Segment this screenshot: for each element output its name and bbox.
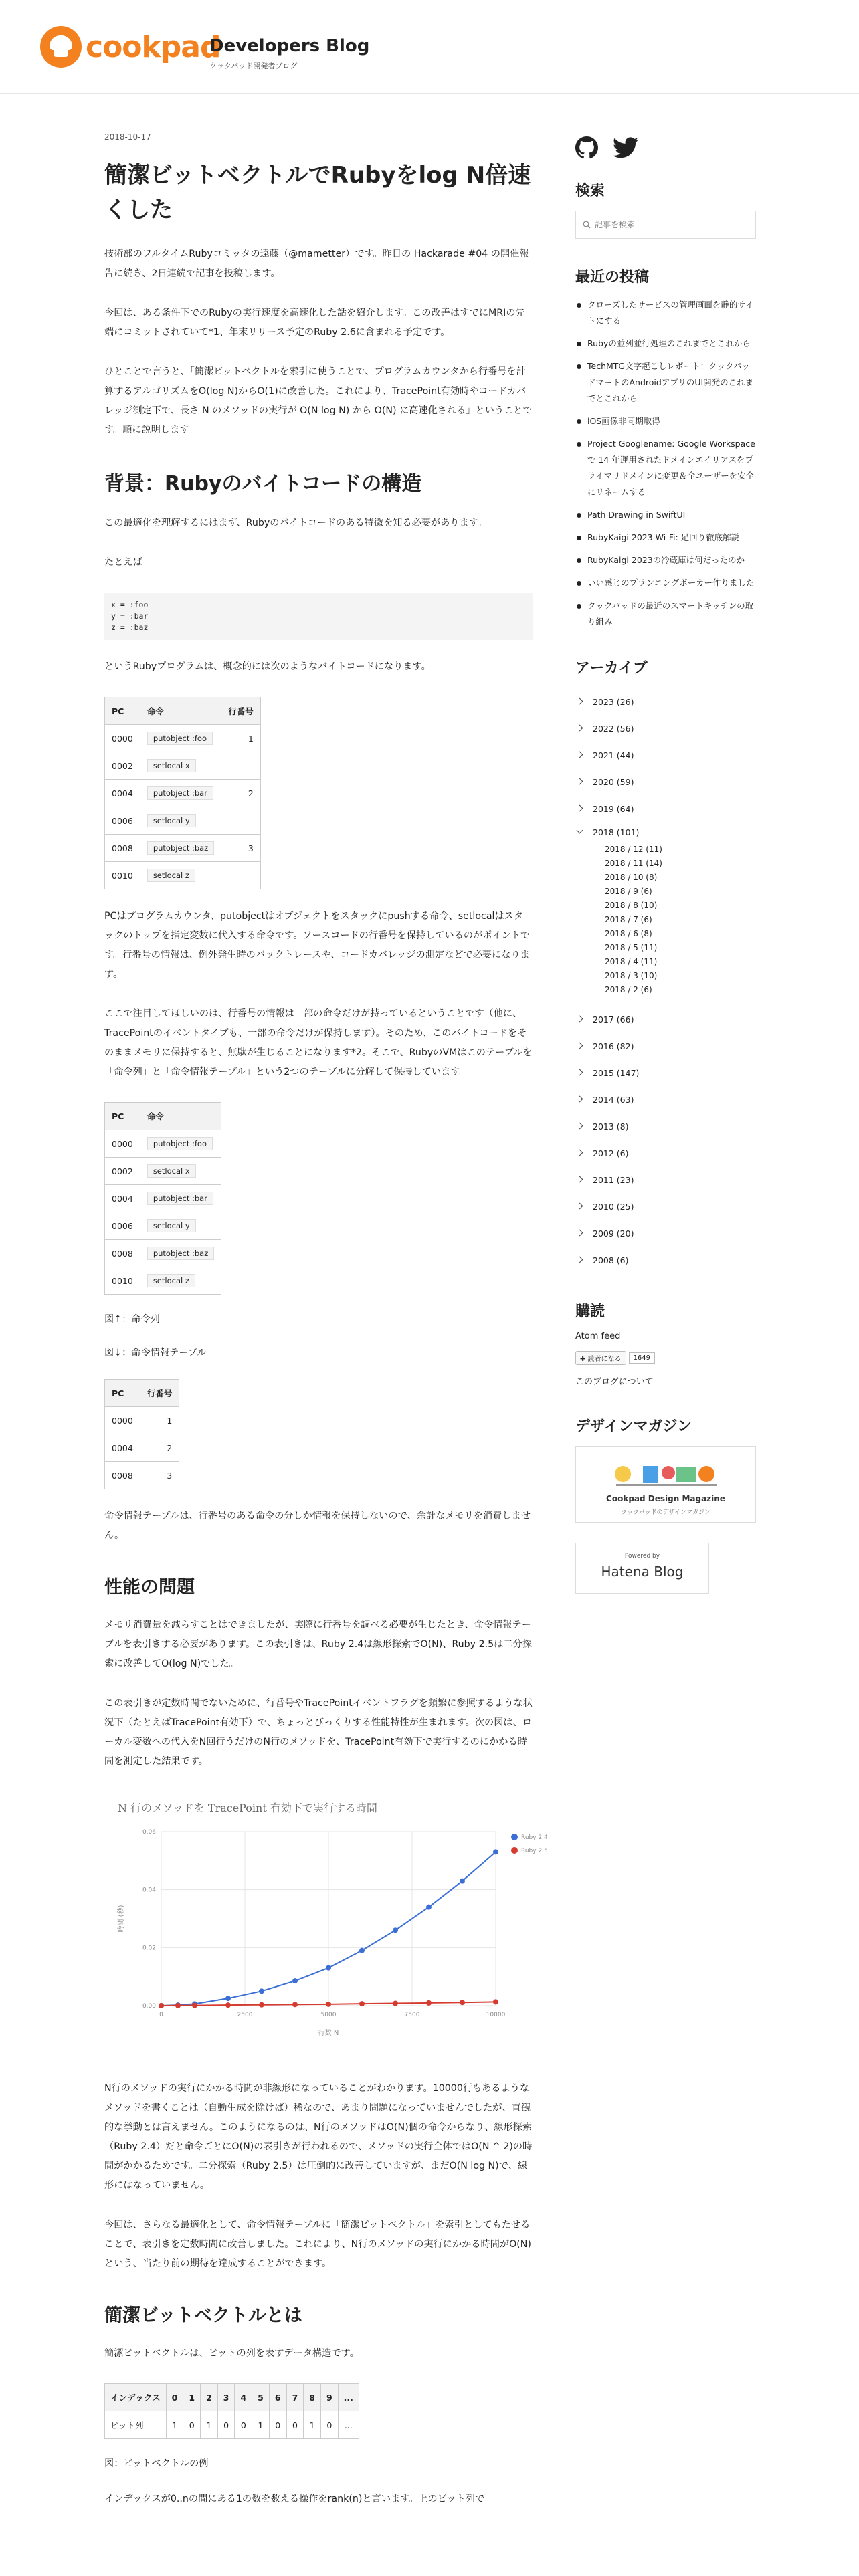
x-axis-label: 行数 N [318, 2030, 339, 2037]
site-header [0, 0, 859, 94]
legend-label: Ruby 2.5 [521, 1848, 548, 1854]
archive-year[interactable] [575, 1086, 756, 1113]
table-header-cell: ... [338, 2384, 359, 2411]
archive-year-label: 2017 (66) [593, 1014, 634, 1025]
archive-months [575, 842, 756, 996]
archive-year-label: 2023 (26) [593, 696, 634, 707]
archive-month[interactable]: 2018 / 12 (11) [605, 844, 662, 854]
archive-year[interactable] [575, 715, 756, 742]
code-block [104, 593, 533, 640]
performance-paragraph-4: 今回は、さらなる最適化として、命令情報テーブルに「簡潔ビットベクトル」を索引としてもたせることで、表引きを定数時間に改善しました。これにより、N行のメソッドの実行にかかる時間がO(N)という、当たり前の期待を達成することができます。 [104, 2220, 531, 2269]
table-row [105, 1158, 221, 1185]
table-header-cell: 命令 [140, 697, 221, 725]
table-cell: 0002 [105, 1158, 140, 1185]
archive-year[interactable] [575, 1059, 756, 1086]
archive-month[interactable]: 2018 / 11 (14) [605, 858, 662, 868]
recent-post-link[interactable]: RubyKaigi 2023 Wi-Fi: 足回り徹底解説 [575, 530, 756, 546]
archive-year[interactable] [575, 1140, 756, 1166]
data-point [393, 2001, 398, 2006]
table-cell [221, 807, 261, 835]
archive-year-label: 2018 (101) [593, 827, 640, 837]
instruction-label: setlocal x [147, 759, 196, 772]
archive-month[interactable]: 2018 / 8 (10) [605, 900, 658, 910]
table-cell [140, 1240, 221, 1267]
data-point [292, 2002, 298, 2007]
x-tick-label: 5000 [320, 2012, 337, 2018]
table-cell: 0004 [105, 780, 140, 807]
data-point [292, 1978, 298, 1983]
table-cell: ... [338, 2411, 359, 2439]
sbv-paragraph-2: インデックスが0..nの間にある1の数を数える操作をrank(n)と言います。上のビット列で [104, 2494, 485, 2504]
intro-paragraph-2: 今回は、ある条件下でのRubyの実行速度を高速化した話を紹介します。この改善はすでにMRIの先端にコミットされていて*1、年末リリース予定のRuby 2.6に含まれる予定です。 [104, 308, 525, 338]
table-cell [140, 780, 221, 807]
table-cell [140, 807, 221, 835]
search-icon [583, 221, 591, 229]
caption-bit-vector: 図：ビットベクトルの例 [104, 2458, 209, 2469]
instruction-label: putobject :foo [147, 1137, 213, 1150]
instruction-label: putobject :bar [147, 786, 213, 800]
table-header-row [105, 2384, 359, 2411]
table-cell: 0010 [105, 862, 140, 889]
table-cell [140, 725, 221, 752]
page-title[interactable]: 簡潔ビットベクトルでRubyをlog N倍速くした [104, 162, 531, 223]
table-cell: 0000 [105, 1130, 140, 1158]
data-point [326, 2002, 331, 2007]
search-box[interactable] [575, 211, 756, 239]
search-heading: 検索 [575, 183, 605, 199]
subscribe-heading: 購読 [575, 1303, 605, 1320]
table-cell: 1 [201, 2411, 218, 2439]
performance-paragraph-2: この表引きが定数時間でないために、行番号やTracePointイベントフラグを頻繁に参照するような状況下（たとえばTracePoint有効下）で、ちょっとびっくりする性能特性が生まれます。次の図は、ローカル変数への代入をN回行うだけのN行のメソッドを、TracePoint有効下で実行するのにかかる時間を測定した結果です。 [104, 1698, 533, 1767]
archive-month[interactable]: 2018 / 5 (11) [605, 942, 658, 952]
table-cell: 1 [166, 2411, 183, 2439]
archive-year-label: 2012 (6) [593, 1148, 629, 1158]
chevron-right-icon[interactable] [575, 1068, 585, 1077]
archive-year-label: 2016 (82) [593, 1041, 634, 1051]
archive-year[interactable] [575, 1033, 756, 1059]
background-paragraph-2: たとえば [104, 557, 142, 568]
table-cell: 1 [304, 2411, 321, 2439]
archive-month[interactable]: 2018 / 9 (6) [605, 886, 652, 896]
chevron-right-icon[interactable] [575, 1228, 585, 1238]
data-point [192, 2003, 197, 2008]
intro-paragraph-3: ひとことで言うと、「簡潔ビットベクトルを索引に使うことで、プログラムカウンタから行番号を計算するアルゴリズムをO(log N)からO(1)に改善した。これにより、TracePoint有効時やコードカバレッジ測定下で、長さ N のメソッドの実行が O(N log N) から O(N) に高速化される」ということです。順に説明します。 [104, 366, 533, 435]
table-header-cell: 2 [201, 2384, 218, 2411]
bit-vector-table [104, 2383, 359, 2439]
table-cell: ビット列 [105, 2411, 167, 2439]
table-cell [140, 835, 221, 862]
instruction-label: setlocal y [147, 814, 196, 827]
recent-post-link[interactable]: いい感じのプランニングポーカー作りました [575, 575, 756, 591]
recent-post-link[interactable]: iOS画像非同期取得 [575, 413, 756, 429]
hatena-blog-badge[interactable] [575, 1543, 709, 1594]
background-paragraph-1: この最適化を理解するにはまず、Rubyのバイトコードのある特徴を知る必要があります。 [104, 518, 487, 528]
table-cell: 0006 [105, 807, 140, 835]
table-header-cell: インデックス [105, 2384, 167, 2411]
blog-title[interactable]: Developers Blog [209, 36, 370, 56]
y-tick-label: 0.00 [142, 2003, 156, 2010]
archive-heading: アーカイブ [575, 660, 648, 677]
twitter-icon[interactable] [613, 136, 638, 159]
chevron-right-icon[interactable] [575, 1041, 585, 1051]
data-point [493, 1999, 498, 2004]
instruction-label: setlocal z [147, 1274, 195, 1287]
table-row [105, 780, 261, 807]
chef-hat-icon [40, 26, 82, 68]
table-row [105, 1407, 179, 1434]
archive-year-label: 2008 (6) [593, 1255, 629, 1265]
bytecode-table [104, 697, 261, 889]
data-point [225, 2002, 231, 2008]
chevron-right-icon[interactable] [575, 750, 585, 760]
table-cell: 0 [217, 2411, 235, 2439]
chart-svg [104, 1792, 548, 2052]
table-header-cell: 5 [252, 2384, 270, 2411]
data-point [225, 1996, 231, 2001]
archive-year-label: 2014 (63) [593, 1094, 634, 1105]
archive-month[interactable]: 2018 / 6 (8) [605, 928, 652, 938]
instruction-table [104, 1102, 221, 1295]
x-tick-label: 2500 [237, 2012, 253, 2018]
performance-paragraph-1: メモリ消費量を減らすことはできましたが、実際に行番号を調べる必要が生じたとき、命令情報テーブルを表引きする必要があります。この表引きは、Ruby 2.4は線形探索でO(N)、Ruby 2.5は二分探索に改善してO(log N)でした。 [104, 1620, 532, 1669]
legend-marker [511, 1834, 518, 1840]
recent-post-link[interactable]: Project Googlename: Google Workspace で 14 年運用されたドメインエイリアスをプライマリドメインに変更＆全ユーザーを安全にリネームする [575, 436, 756, 500]
y-axis-label: 時間 (秒) [118, 1905, 125, 1933]
table-cell: 0 [269, 2411, 286, 2439]
heading-performance: 性能の問題 [104, 1577, 195, 1598]
table-cell: 3 [221, 835, 261, 862]
table-cell [140, 752, 221, 780]
archive-year[interactable] [575, 795, 756, 822]
table-cell: 0008 [105, 1240, 140, 1267]
recent-post-link[interactable]: RubyKaigi 2023の冷蔵庫は何だったのか [575, 552, 756, 568]
table-cell: 0010 [105, 1267, 140, 1295]
table-cell: 0002 [105, 752, 140, 780]
table-header-cell: 行番号 [140, 1380, 179, 1407]
archive-year[interactable] [575, 1193, 756, 1220]
chevron-right-icon[interactable] [575, 697, 585, 706]
archive-year[interactable] [575, 742, 756, 768]
archive-year[interactable] [575, 1006, 756, 1033]
instruction-label: putobject :foo [147, 732, 213, 745]
archive-year-label: 2010 (25) [593, 1201, 634, 1212]
table-cell [140, 1158, 221, 1185]
data-point [460, 2000, 465, 2005]
chevron-right-icon[interactable] [575, 1255, 585, 1265]
table-row [105, 1212, 221, 1240]
instruction-label: putobject :baz [147, 841, 214, 855]
table-row [105, 1185, 221, 1212]
y-tick-label: 0.06 [142, 1829, 156, 1836]
archive-year[interactable] [575, 1220, 756, 1247]
data-point [460, 1879, 465, 1884]
data-point [493, 1849, 498, 1854]
article [104, 127, 548, 2529]
archive-month[interactable]: 2018 / 4 (11) [605, 956, 658, 966]
blog-subtitle: クックパッド開発者ブログ [209, 62, 298, 70]
table-cell: 0004 [105, 1185, 140, 1212]
data-point [359, 2001, 365, 2006]
data-point [159, 2003, 164, 2008]
table-cell: 0 [183, 2411, 201, 2439]
table-cell: 1 [221, 725, 261, 752]
data-point [426, 2000, 432, 2006]
table-cell: 0008 [105, 835, 140, 862]
archive-year-label: 2015 (147) [593, 1067, 640, 1078]
background-paragraph-5: ここで注目してほしいのは、行番号の情報は一部の命令だけが持っているということです（他に、TracePointのイベントタイプも、一部の命令だけが保持します）。そのため、このバイトコードをそのままメモリに保持すると、無駄が生じることになります*2。そこで、RubyのVMはこのテーブルを「命令列」と「命令情報テーブル」という2つのテーブルに分解して保持しています。 [104, 1008, 533, 1077]
readers-count: 1649 [629, 1352, 655, 1364]
table-header-cell: 9 [320, 2384, 338, 2411]
table-row [105, 1240, 221, 1267]
chevron-right-icon[interactable] [575, 1121, 585, 1131]
instruction-label: setlocal z [147, 869, 195, 882]
table-row [105, 752, 261, 780]
chevron-right-icon[interactable] [575, 724, 585, 733]
chevron-right-icon[interactable] [575, 804, 585, 813]
post-date[interactable]: 2018-10-17 [104, 132, 151, 142]
readers-widget [575, 1351, 756, 1365]
table-cell [140, 1212, 221, 1240]
table-cell: 0000 [105, 725, 140, 752]
table-row [105, 1267, 221, 1295]
archive-year[interactable] [575, 688, 756, 715]
instruction-label: setlocal y [147, 1219, 196, 1232]
data-point [393, 1927, 398, 1933]
archive-month[interactable]: 2018 / 10 (8) [605, 872, 658, 882]
table-cell: 1 [252, 2411, 270, 2439]
table-cell: 3 [140, 1462, 179, 1489]
chevron-right-icon[interactable] [575, 1095, 585, 1104]
archive-year[interactable] [575, 1166, 756, 1193]
background-paragraph-3: というRubyプログラムは、概念的には次のようなバイトコードになります。 [104, 661, 431, 672]
recent-post-link[interactable]: クックパッドの最近のスマートキッチンの取り組み [575, 598, 756, 630]
table-header-cell: PC [105, 1380, 140, 1407]
table-cell: 2 [140, 1434, 179, 1462]
heading-background: 背景：Rubyのバイトコードの構造 [104, 472, 422, 496]
table-cell [140, 1185, 221, 1212]
table-header-cell: 0 [166, 2384, 183, 2411]
table-cell [221, 862, 261, 889]
table-cell [140, 1130, 221, 1158]
table-row [105, 2411, 359, 2439]
chevron-right-icon[interactable] [575, 1148, 585, 1158]
data-point [259, 1988, 264, 1994]
table-cell: 1 [140, 1407, 179, 1434]
recent-posts-heading: 最近の投稿 [575, 269, 650, 286]
table-cell: 0004 [105, 1434, 140, 1462]
table-header-cell: 命令 [140, 1103, 221, 1130]
design-magazine-banner[interactable] [575, 1446, 756, 1523]
table-header-cell: 行番号 [221, 697, 261, 725]
table-header-row [105, 697, 261, 725]
design-magazine-link: クックパッドのデザインマガジン [621, 1509, 710, 1516]
table-cell: 0 [320, 2411, 338, 2439]
table-row [105, 835, 261, 862]
background-paragraph-4: PCはプログラムカウンタ、putobjectはオブジェクトをスタックにpushする命令、setlocalはスタックのトップを指定変数に代入する命令です。ソースコードの行番号を保持しているのがポイントです。行番号の情報は、例外発生時のバックトレースや、コードカバレッジの測定などで必要になります。 [104, 911, 531, 980]
table-cell [140, 862, 221, 889]
archive-year[interactable] [575, 1247, 756, 1273]
table-row [105, 862, 261, 889]
archive-year-label: 2019 (64) [593, 803, 634, 814]
code-line: z = :baz [111, 623, 149, 632]
performance-paragraph-3: N行のメソッドの実行にかかる時間が非線形になっていることがわかります。10000行もあるようなメソッドを書くことは（自動生成を除けば）稀なので、あまり問題になっていませんでしたが、直観的な挙動とは言えません。このようになるのは、N行のメソッドはO(N)個の命令からなり、線形探索（Ruby 2.4）だと命令ごとにO(N)の表引きが行われるので、メソッドの実行全体ではO(N ^ 2)の時間がかかるためです。二分探索（Ruby 2.5）は圧倒的に改善していますが、まだO(N log N)で、線形にはなっていません。 [104, 2083, 533, 2191]
cookpad-logo[interactable] [40, 25, 220, 68]
archive-year-label: 2011 (23) [593, 1174, 634, 1185]
subscribe-button[interactable]: ✚ 読者になる [575, 1351, 626, 1365]
archive-year[interactable] [575, 822, 756, 842]
table-cell [140, 1267, 221, 1295]
table-header-row [105, 1103, 221, 1130]
archive-year-label: 2021 (44) [593, 750, 634, 760]
y-tick-label: 0.04 [142, 1887, 156, 1894]
table-cell [221, 752, 261, 780]
archive-year-label: 2013 (8) [593, 1121, 629, 1132]
table-header-cell: PC [105, 697, 140, 725]
data-point [175, 2003, 181, 2008]
intro-paragraph-1: 技術部のフルタイムRubyコミッタの遠藤（@mametter）です。昨日の Hackarade #04 の開催報告に続き、2日連続で記事を投稿します。 [104, 249, 529, 279]
archive-month[interactable]: 2018 / 3 (10) [605, 970, 658, 980]
x-tick-label: 0 [159, 2012, 163, 2018]
recent-post-link[interactable]: Rubyの並列並行処理のこれまでとこれから [575, 336, 756, 352]
recent-post-link[interactable]: クローズしたサービスの管理画面を静的サイトにする [575, 297, 756, 329]
y-tick-label: 0.02 [142, 1945, 156, 1952]
design-magazine-title: Cookpad Design Magazine [606, 1494, 725, 1503]
table-header-cell: 6 [269, 2384, 286, 2411]
archive-year-label: 2022 (56) [593, 723, 634, 734]
instruction-label: putobject :baz [147, 1247, 214, 1260]
table-header-cell: PC [105, 1103, 140, 1130]
data-point [259, 2002, 264, 2008]
table-header-cell: 7 [286, 2384, 304, 2411]
archive-month[interactable]: 2018 / 2 (6) [605, 984, 652, 994]
sidebar [575, 127, 756, 1594]
instruction-label: setlocal x [147, 1164, 196, 1178]
subscribe-button-label: 読者になる [587, 1356, 622, 1363]
logo-text: cookpad [86, 29, 221, 64]
table-row [105, 1434, 179, 1462]
data-point [326, 1965, 331, 1971]
archive-month[interactable]: 2018 / 7 (6) [605, 914, 652, 924]
chevron-down-icon[interactable] [575, 827, 585, 837]
performance-chart [104, 1792, 548, 2052]
table-cell: 0000 [105, 1407, 140, 1434]
archive-year[interactable] [575, 1113, 756, 1140]
about-blog-link[interactable]: このブログについて [575, 1377, 654, 1387]
table-header-cell: 4 [235, 2384, 252, 2411]
search-input[interactable] [595, 220, 749, 229]
chevron-right-icon[interactable] [575, 777, 585, 786]
atom-feed-link[interactable]: Atom feed [575, 1331, 621, 1341]
table-row [105, 1130, 221, 1158]
chevron-right-icon[interactable] [575, 1175, 585, 1184]
x-tick-label: 7500 [404, 2012, 420, 2018]
table-header-row [105, 1380, 179, 1407]
table-row [105, 1462, 179, 1489]
data-point [359, 1948, 365, 1953]
archive-year-label: 2009 (20) [593, 1228, 634, 1239]
table-cell: 0 [235, 2411, 252, 2439]
archive-year-label: 2020 (59) [593, 776, 634, 787]
recent-posts-list [575, 297, 756, 630]
background-paragraph-6: 命令情報テーブルは、行番号のある命令の分しか情報を保持しないので、余計なメモリを消費しません。 [104, 1511, 531, 1541]
caption-instructions: 図↑：命令列 [104, 1314, 160, 1325]
chevron-right-icon[interactable] [575, 1202, 585, 1211]
sbv-paragraph-1: 簡潔ビットベクトルは、ビットの列を表すデータ構造です。 [104, 2348, 359, 2359]
legend-marker [511, 1847, 518, 1854]
recent-post-link[interactable]: TechMTG文字起こしレポート：クックパッドマートのAndroidアプリのUI開発のこれまでとこれから [575, 358, 756, 407]
hatena-blog-name: Hatena Blog [601, 1564, 684, 1580]
heading-succinct-bit-vector: 簡潔ビットベクトルとは [104, 2305, 302, 2326]
archive-year[interactable] [575, 768, 756, 795]
instruction-label: putobject :bar [147, 1192, 213, 1205]
table-cell: 0006 [105, 1212, 140, 1240]
table-row [105, 807, 261, 835]
code-line: x = :foo [111, 600, 149, 609]
design-magazine-heading: デザインマガジン [575, 1418, 692, 1435]
chevron-right-icon[interactable] [575, 1014, 585, 1024]
line-info-table [104, 1379, 179, 1489]
recent-post-link[interactable]: Path Drawing in SwiftUI [575, 507, 756, 523]
table-cell: 0 [286, 2411, 304, 2439]
powered-by-label: Powered by [624, 1553, 660, 1560]
table-cell: 2 [221, 780, 261, 807]
table-row [105, 725, 261, 752]
x-tick-label: 10000 [486, 2012, 506, 2018]
table-header-cell: 3 [217, 2384, 235, 2411]
chart-title: N 行のメソッドを TracePoint 有効下で実行する時間 [118, 1802, 377, 1814]
table-header-cell: 1 [183, 2384, 201, 2411]
data-point [426, 1905, 432, 1910]
legend-label: Ruby 2.4 [521, 1834, 548, 1841]
caption-info-table: 図↓：命令情報テーブル [104, 1348, 207, 1358]
archive-list [575, 688, 756, 1273]
github-icon[interactable] [575, 136, 598, 159]
social-links [575, 136, 756, 159]
code-line: y = :bar [111, 611, 149, 621]
table-cell: 0008 [105, 1462, 140, 1489]
table-header-cell: 8 [304, 2384, 321, 2411]
